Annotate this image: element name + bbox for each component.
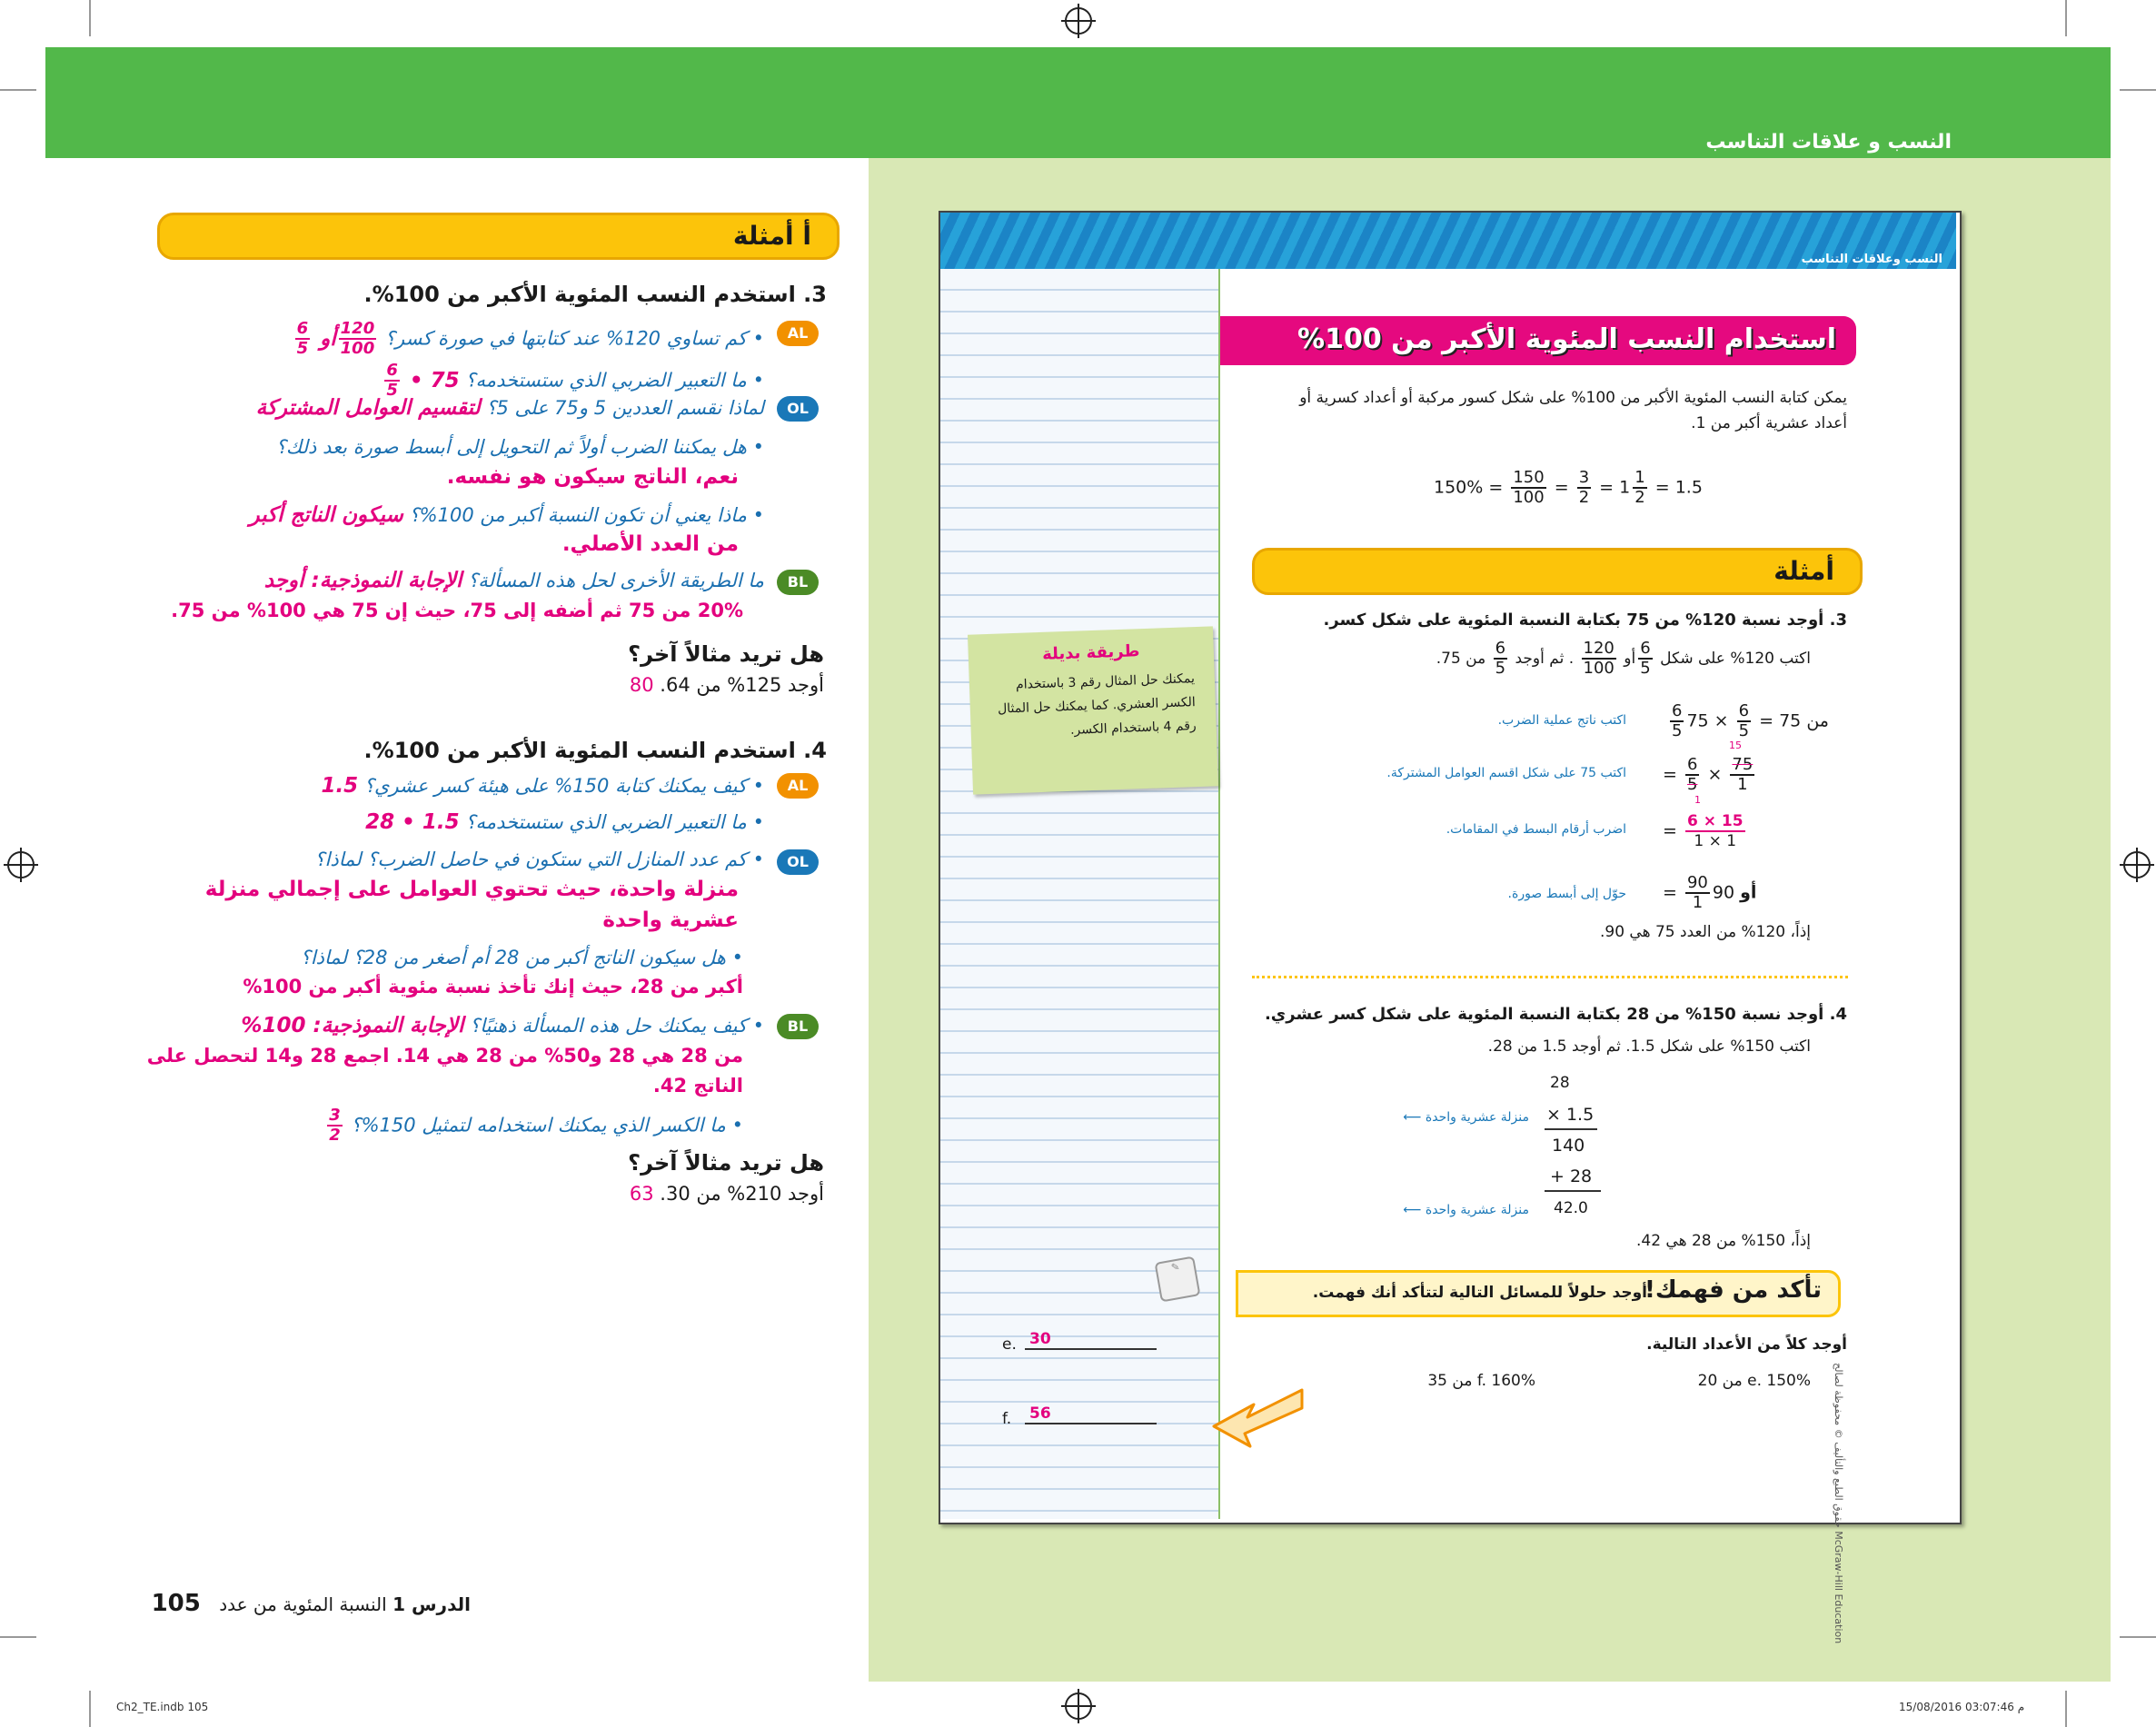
example-divider bbox=[1252, 976, 1848, 978]
badge-bl-2: BL bbox=[777, 1014, 819, 1039]
ex3-q1: • كم تساوي 120% عند كتابتها في صورة كسر؟ $\frac{120}{100}$ أو $\frac{6}{5}$ bbox=[296, 319, 764, 358]
badge-ol: OL bbox=[777, 396, 819, 422]
s-ex3-title: 3. أوجد نسبة 120% من 75 بكتابة النسبة المئوية على شكل كسر. bbox=[1323, 610, 1847, 630]
s-ex3-line1: اكتب 120% على شكل $\frac{6}{5}$ أو $\frac{120}{100}$ . ثم أوجد $\frac{6}{5}$ من 75. bbox=[1436, 639, 1811, 678]
s-ex3-step4-note: حوّل إلى أبسط صورة. bbox=[1507, 887, 1626, 901]
sticky-title: طريقة بديلة bbox=[1041, 641, 1140, 664]
ex4-q2: • ما التعبير الضربي الذي ستستخدمه؟ 1.5 • 28 bbox=[365, 810, 764, 834]
pencil-icon: ✎ bbox=[1155, 1256, 1201, 1303]
badge-bl: BL bbox=[777, 570, 819, 595]
answer-f-value: 56 bbox=[1029, 1404, 1051, 1423]
ex3-more: أوجد 125% من 64. 80 bbox=[629, 674, 824, 696]
arrow-icon bbox=[1207, 1381, 1307, 1454]
s-ex4-line1: اكتب 150% على شكل 1.5. ثم أوجد 1.5 من 28. bbox=[1487, 1037, 1811, 1056]
s-ex3-step1-note: اكتب ناتج عملية الضرب. bbox=[1497, 713, 1626, 728]
s-ex4-note2: منزلة عشرية واحدة ⟵ bbox=[1403, 1203, 1529, 1217]
badge-ol-2: OL bbox=[777, 849, 819, 875]
student-stripe-title: النسب وعلاقات التناسب bbox=[1801, 253, 1942, 266]
s-ex3-step2-note: اكتب 75 على شكل اقسم العوامل المشتركة. bbox=[1386, 766, 1626, 780]
s-ex4-conclusion: إذاً، 150% من 28 هي 42. bbox=[1635, 1232, 1811, 1250]
ex4-q6: • ما الكسر الذي يمكنك استخدامه لتمثيل 150%؟ $\frac{3}{2}$ bbox=[329, 1106, 743, 1145]
s-ex3-step3: = $\frac{6 \times 15}{1 \times 1}$ bbox=[1663, 812, 1744, 850]
ex3-q5: • ماذا يعني أن تكون النسبة أكبر من 100%؟ سيكون الناتج أكبر bbox=[249, 503, 764, 527]
s-ex3-conclusion: إذاً، 120% من العدد 75 هي 90. bbox=[1599, 923, 1811, 941]
ex3-q4-answer: نعم، الناتج سيكون هو نفسه. bbox=[446, 465, 739, 489]
ex3-q6: ما الطريقة الأخرى لحل هذه المسألة؟ الإجابة النموذجية: أوجد bbox=[263, 569, 764, 592]
ex4-q5-answer-b: من 28 هي 28 و50% من 28 هي 14. اجمع 28 و14 لتحصل على bbox=[146, 1045, 743, 1067]
ex3-q5-answer: من العدد الأصلي. bbox=[561, 532, 739, 556]
problem-f: f. 160% من 35 bbox=[1427, 1372, 1535, 1390]
arrow-left-icon: ⟵ bbox=[1403, 1110, 1422, 1125]
ex4-q3-answer-a: منزلة واحدة، حيث تحتوي العوامل على إجمالي منزلة bbox=[204, 878, 739, 901]
ex4-q3-answer-b: عشرية واحدة bbox=[602, 908, 739, 932]
arrow-left-icon: ⟵ bbox=[1403, 1203, 1422, 1217]
ex4-q5: • كيف يمكنك حل هذه المسألة ذهنيًا؟ الإجابة النموذجية: 100% bbox=[241, 1014, 764, 1037]
cancel-15: 15 bbox=[1729, 739, 1742, 751]
check-understanding-bar: تأكد من فهمك! أوجد حلولاً للمسائل التالية لتتأكد أنك فهمت. bbox=[1236, 1270, 1841, 1317]
s-ex4-rule1 bbox=[1545, 1128, 1597, 1130]
answer-e-value: 30 bbox=[1029, 1330, 1051, 1348]
chapter-title: النسب و علاقات التناسب bbox=[1705, 131, 1952, 154]
intro-line-1: يمكن كتابة النسب المئوية الأكبر من 100% على شكل كسور مركبة أو أعداد كسرية أو bbox=[1299, 389, 1847, 407]
answer-e-label: e. bbox=[1002, 1335, 1017, 1354]
s-ex4-note1: منزلة عشرية واحدة ⟵ bbox=[1403, 1110, 1529, 1125]
ex4-q4: • هل سيكون الناتج أكبر من 28 أم أصغر من 28؟ لماذا؟ bbox=[300, 947, 743, 968]
ex3-more-title: هل تريد مثالاً آخر؟ bbox=[628, 641, 824, 667]
problem-e: e. 150% من 20 bbox=[1697, 1372, 1811, 1390]
ex3-title: 3. استخدم النسب المئوية الأكبر من 100%. bbox=[363, 282, 827, 307]
s-ex4-m5: 42.0 bbox=[1554, 1199, 1588, 1217]
registration-mark-right bbox=[2123, 851, 2151, 878]
ex4-more: أوجد 210% من 30. 63 bbox=[629, 1183, 824, 1205]
conversion-equation: 150% = $\frac{150}{100}$ = $\frac{3}{2}$ = 1 $\frac{1}{2}$ = 1.5 bbox=[1434, 468, 1703, 507]
ex4-q5-answer-c: الناتج 42. bbox=[652, 1075, 743, 1097]
registration-mark-bottom bbox=[1065, 1692, 1092, 1720]
s-ex4-title: 4. أوجد نسبة 150% من 28 بكتابة النسبة المئوية على شكل كسر عشري. bbox=[1264, 1005, 1847, 1024]
page-number: 105 bbox=[151, 1590, 201, 1617]
lesson-footer: الدرس 1 النسبة المئوية من عدد 105 bbox=[151, 1590, 471, 1617]
examples-header: أ أمثلة bbox=[157, 213, 840, 260]
s-ex4-m2: × 1.5 bbox=[1546, 1105, 1595, 1125]
s-ex3-step2: = $\frac{6}{5}$ × $\frac{75}{1}$ bbox=[1663, 755, 1754, 794]
ex4-q4-answer: أكبر من 28، حيث إنك تأخذ نسبة مئوية أكبر من 100% bbox=[243, 976, 743, 997]
registration-mark-top bbox=[1065, 7, 1092, 35]
slug-left: Ch2_TE.indb 105 bbox=[116, 1701, 209, 1713]
cancel-1: 1 bbox=[1694, 794, 1701, 806]
s-ex4-m4: + 28 bbox=[1550, 1166, 1593, 1186]
ex3-q6-answer: 20% من 75 ثم أضفه إلى 75، حيث إن 75 هي 100% من 75. bbox=[171, 600, 743, 621]
s-ex3-step1: $\frac{6}{5}$ من 75 = $\frac{6}{5}$ × 75 bbox=[1672, 701, 1829, 740]
ex3-q3: لماذا نقسم العددين 5 و75 على 5؟ لتقسيم العوامل المشتركة bbox=[255, 396, 764, 420]
badge-al: AL bbox=[777, 321, 819, 346]
ex4-title: 4. استخدم النسب المئوية الأكبر من 100%. bbox=[363, 738, 827, 763]
answer-f-label: f. bbox=[1002, 1410, 1012, 1428]
ex4-q3: • كم عدد المنازل التي ستكون في حاصل الضرب؟ لماذا؟ bbox=[314, 849, 764, 870]
copyright: حقوق الطبع والتأليف © محفوظة لصالح McGraw-Hill Education bbox=[1833, 1363, 1844, 1644]
student-examples-header: أمثلة bbox=[1252, 548, 1863, 595]
ex3-q2: • ما التعبير الضربي الذي ستستخدمه؟ 75 • $\frac{6}{5}$ bbox=[386, 361, 764, 400]
find-title: أوجد كلاً من الأعداد التالية. bbox=[1646, 1335, 1847, 1354]
s-ex4-m3: 140 bbox=[1552, 1136, 1585, 1156]
ex4-q1: • كيف يمكنك كتابة 150% على هيئة كسر عشري؟ 1.5 bbox=[321, 774, 764, 798]
lesson-title-bar: استخدام النسب المئوية الأكبر من 100% bbox=[1220, 316, 1856, 365]
alternate-method-note bbox=[968, 626, 1218, 794]
s-ex3-step3-note: اضرب أرقام البسط في المقامات. bbox=[1446, 822, 1626, 837]
s-ex3-step4: = $\frac{90}{1}$ أو 90 bbox=[1663, 873, 1757, 912]
s-ex4-m1: 28 bbox=[1550, 1074, 1570, 1092]
notes-column bbox=[940, 269, 1220, 1519]
ex3-q4: • هل يمكننا الضرب أولاً ثم التحويل إلى أبسط صورة بعد ذلك؟ bbox=[275, 436, 764, 458]
slug-right: 15/08/2016 03:07:46 م bbox=[1899, 1701, 2025, 1713]
sticky-body: يمكنك حل المثال رقم 3 باستخدام الكسر العشري. كما يمكنك حل المثال رقم 4 باستخدام الكسر. bbox=[997, 671, 1197, 738]
answer-f-line[interactable] bbox=[1025, 1423, 1157, 1424]
s-ex4-rule2 bbox=[1545, 1190, 1601, 1192]
ex4-more-title: هل تريد مثالاً آخر؟ bbox=[628, 1150, 824, 1176]
badge-al-2: AL bbox=[777, 773, 819, 799]
registration-mark-left bbox=[7, 851, 35, 878]
answer-e-line[interactable] bbox=[1025, 1348, 1157, 1350]
intro-line-2: أعداد عشرية أكبر من 1. bbox=[1691, 414, 1847, 432]
